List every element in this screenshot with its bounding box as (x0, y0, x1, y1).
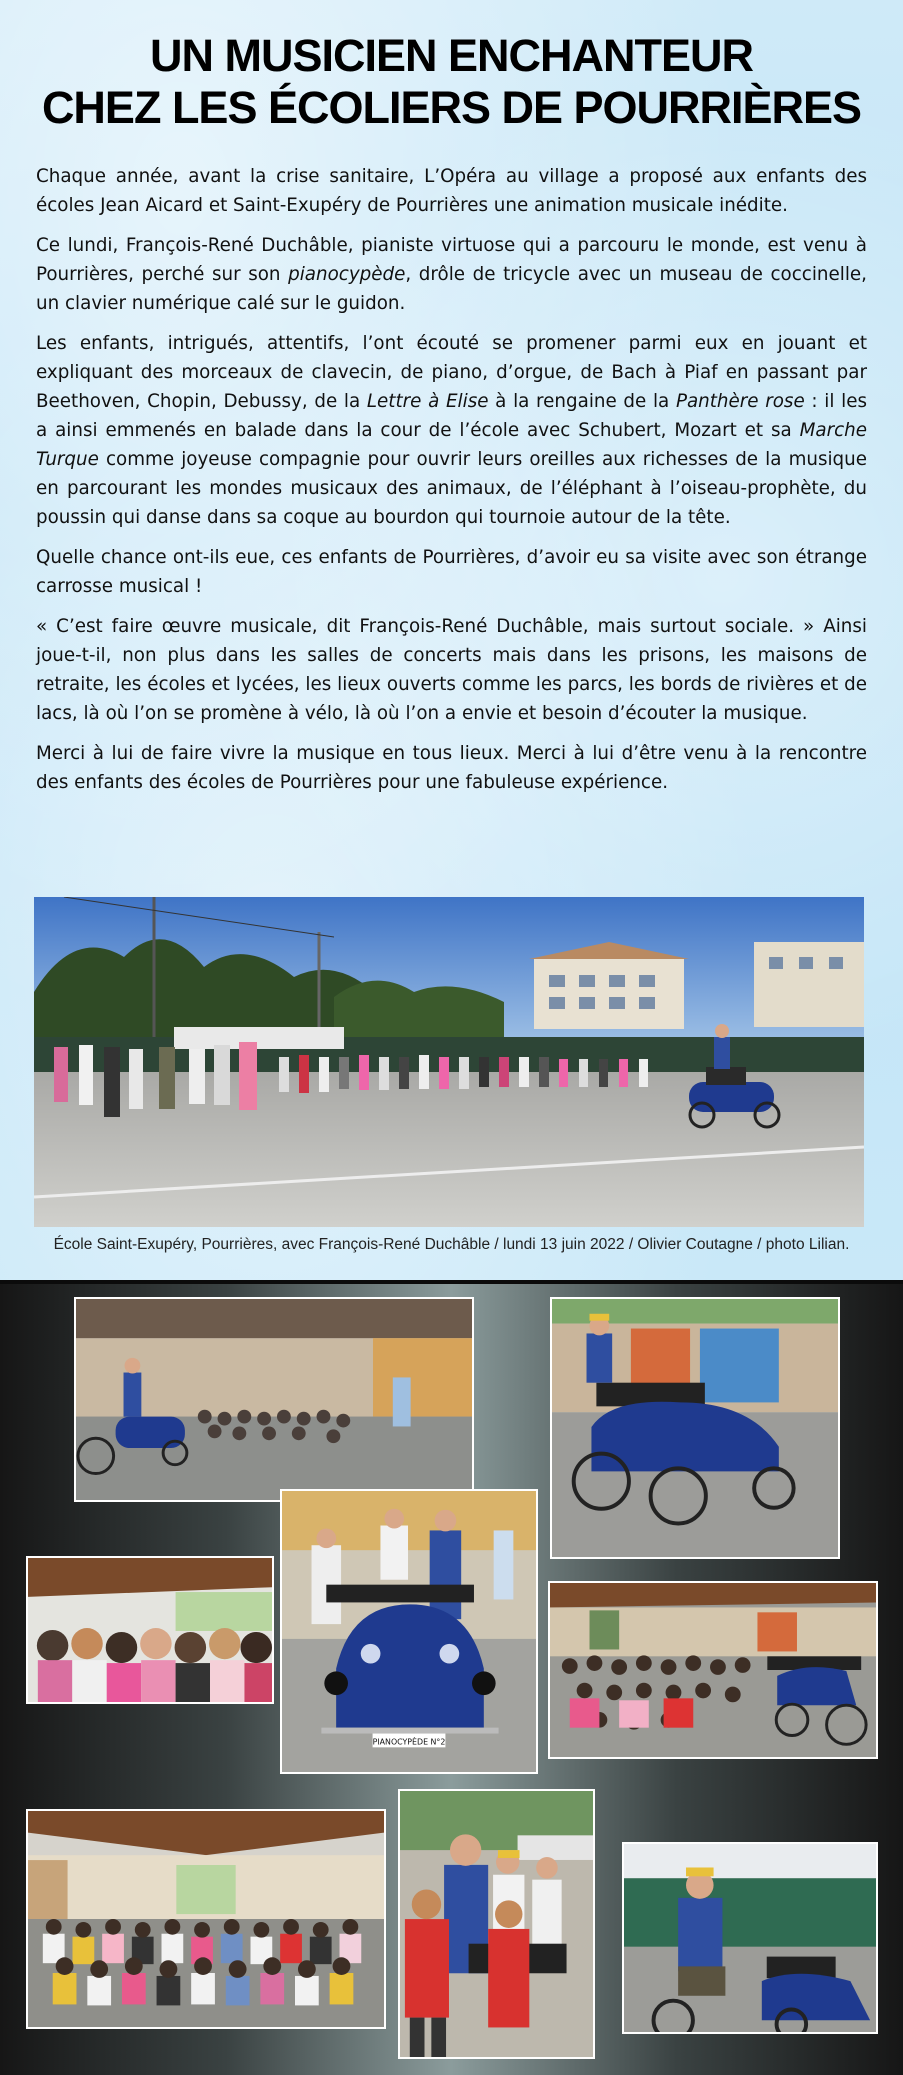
article-body (36, 162, 867, 808)
title-line-1: UN MUSICIEN ENCHANTEUR (149, 30, 753, 81)
paragraph-1-text: Chaque année, avant la crise sanitaire, L’Opéra au village a proposé aux enfants des écoles Jean Aicard et Saint-Exupéry de Pourrières une animation musicale inédite. (36, 166, 867, 216)
schoolyard-parade-illustration (34, 897, 864, 1227)
pianocypede-word: pianocypède (288, 264, 406, 285)
large-group-illustration (28, 1811, 384, 2027)
boy-red-shirt-illustration (400, 1791, 593, 2057)
covered-yard-illustration (76, 1299, 472, 1500)
courtyard-audience-illustration (550, 1583, 876, 1757)
paragraph-3 (36, 329, 867, 532)
paragraph-2 (36, 231, 867, 318)
collage-photo-covered-yard (74, 1297, 474, 1502)
paragraph-1 (36, 162, 867, 220)
collage-photo-children-pergola (26, 1556, 274, 1704)
collage-photo-boy-red-shirt (398, 1789, 595, 2059)
musician-side-illustration (624, 1844, 876, 2032)
title-line-2: CHEZ LES ÉCOLIERS DE POURRIÈRES (41, 82, 862, 133)
paragraph-5-text: « C’est faire œuvre musicale, dit François-René Duchâble, mais surtout sociale. » Ainsi joue-t-il, non plus dans les salles de concerts mais dans les prisons, les maisons de retraite, les écoles et lycées, les lieux ouverts comme les parcs, les bords de rivières et de lacs, là où l’on se promène à vélo, là où l’on a envie et besoin d’écouter la musique. (36, 616, 867, 724)
musician-trike-illustration (552, 1299, 838, 1557)
paragraph-3-text-d: comme joyeuse compagnie pour ouvrir leurs oreilles aux richesses de la musique en parcourant les mondes musicaux des animaux, de l’éléphant à l’oiseau-prophète, du poussin qui danse dans sa coque au bourdon qui tournoie autour de la tête. (36, 449, 867, 528)
paragraph-3-text-b: à la rengaine de la (488, 391, 676, 412)
schoolyard-parade-photo (34, 897, 864, 1227)
pianocypede-front-illustration (282, 1491, 536, 1772)
paragraph-3-text-c: : il les a ainsi emmenés en balade dans la cour de l’école avec Schubert, Mozart et sa (36, 391, 867, 441)
paragraph-2-text-b: , drôle de tricycle avec un museau de coccinelle, un clavier numérique calé sur le guidon. (36, 264, 867, 314)
paragraph-4-text: Quelle chance ont-ils eue, ces enfants de Pourrières, d’avoir eu sa visite avec son étrange carrosse musical ! (36, 547, 867, 597)
marche-turque-title: Marche Turque (36, 420, 867, 470)
trike-license-plate: PIANOCYPÈDE N°2 (372, 1737, 446, 1747)
lettre-a-elise-title: Lettre à Elise (366, 391, 489, 412)
paragraph-6 (36, 739, 867, 797)
panthere-rose-title: Panthère rose (675, 391, 805, 412)
collage-photo-pianocypede-front (280, 1489, 538, 1774)
collage-photo-courtyard-audience (548, 1581, 878, 1759)
paragraph-3-text-a: Les enfants, intrigués, attentifs, l’ont écouté se promener parmi eux en jouant et expliquant des morceaux de clavecin, de piano, d’orgue, de Bach à Piaf en passant par Beethoven, Chopin, Debussy, de la (36, 333, 867, 412)
children-pergola-illustration (28, 1558, 272, 1702)
paragraph-4 (36, 543, 867, 601)
paragraph-5 (36, 612, 867, 728)
collage-photo-large-group (26, 1809, 386, 2029)
collage-photo-musician-side (622, 1842, 878, 2034)
collage-photo-musician-trike (550, 1297, 840, 1559)
article-title (20, 30, 883, 134)
photo-collage (0, 1280, 903, 2075)
paragraph-2-text-a: Ce lundi, François-René Duchâble, pianiste virtuose qui a parcouru le monde, est venu à Pourrières, perché sur son (36, 235, 867, 285)
paragraph-6-text: Merci à lui de faire vivre la musique en tous lieux. Merci à lui d’être venu à la rencontre des enfants des écoles de Pourrières pour une fabuleuse expérience. (36, 743, 867, 793)
photo-caption: École Saint-Exupéry, Pourrières, avec François-René Duchâble / lundi 13 juin 2022 / Olivier Coutagne / photo Lilian. (53, 1236, 850, 1253)
